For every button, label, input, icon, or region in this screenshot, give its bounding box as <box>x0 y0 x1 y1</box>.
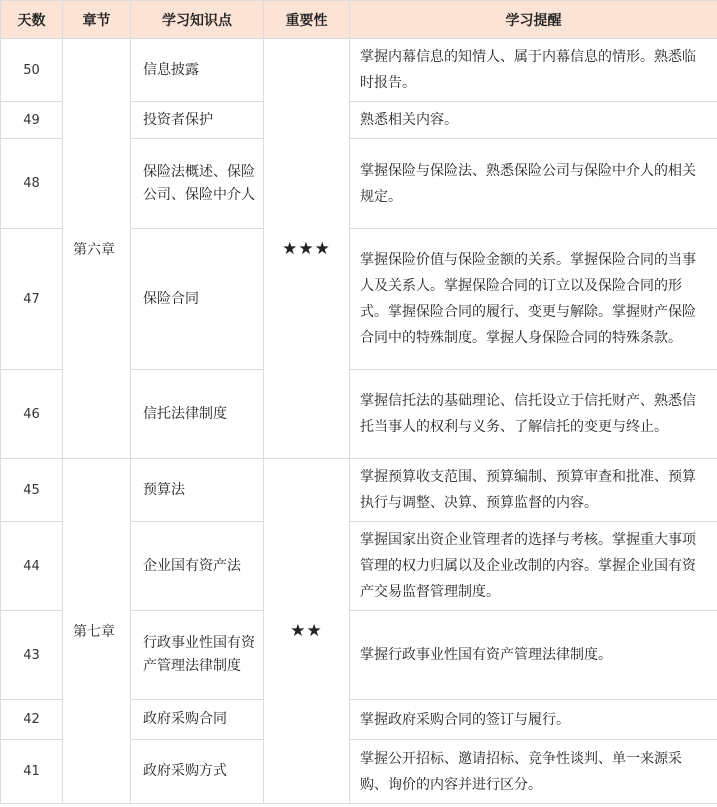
study-tip: 熟悉相关内容。 <box>350 102 717 139</box>
day-cell: 50 <box>1 39 63 102</box>
header-chapter: 章节 <box>63 1 131 39</box>
table-row <box>1 39 717 102</box>
day-cell: 48 <box>1 139 63 229</box>
chapter-cell: 第七章 <box>63 459 131 804</box>
chapter-cell: 第六章 <box>63 39 131 459</box>
study-tip: 掌握公开招标、邀请招标、竞争性谈判、单一来源采购、询价的内容并进行区分。 <box>350 740 717 804</box>
knowledge-point: 预算法 <box>131 459 264 522</box>
importance-stars: ★★★ <box>264 39 350 459</box>
study-tip: 掌握行政事业性国有资产管理法律制度。 <box>350 611 717 700</box>
header-row <box>1 1 717 39</box>
header-tip: 学习提醒 <box>350 1 717 39</box>
table-row <box>1 459 717 522</box>
knowledge-point: 企业国有资产法 <box>131 522 264 611</box>
study-tip: 掌握内幕信息的知情人、属于内幕信息的情形。熟悉临时报告。 <box>350 39 717 102</box>
knowledge-point: 政府采购合同 <box>131 700 264 740</box>
header-point: 学习知识点 <box>131 1 264 39</box>
day-cell: 43 <box>1 611 63 700</box>
knowledge-point: 政府采购方式 <box>131 740 264 804</box>
knowledge-point: 保险法概述、保险公司、保险中介人 <box>131 139 264 229</box>
importance-stars: ★★ <box>264 459 350 804</box>
day-cell: 46 <box>1 370 63 459</box>
study-tip: 掌握政府采购合同的签订与履行。 <box>350 700 717 740</box>
header-importance: 重要性 <box>264 1 350 39</box>
study-tip: 掌握保险价值与保险金额的关系。掌握保险合同的当事人及关系人。掌握保险合同的订立以及保险合同的形式。掌握保险合同的履行、变更与解除。掌握财产保险合同中的特殊制度。掌握人身保险合同的特殊条款。 <box>350 229 717 370</box>
knowledge-point: 行政事业性国有资产管理法律制度 <box>131 611 264 700</box>
knowledge-point: 投资者保护 <box>131 102 264 139</box>
study-tip: 掌握预算收支范围、预算编制、预算审查和批准、预算执行与调整、决算、预算监督的内容。 <box>350 459 717 522</box>
day-cell: 44 <box>1 522 63 611</box>
study-tip: 掌握国家出资企业管理者的选择与考核。掌握重大事项管理的权力归属以及企业改制的内容。掌握企业国有资产交易监督管理制度。 <box>350 522 717 611</box>
day-cell: 45 <box>1 459 63 522</box>
day-cell: 41 <box>1 740 63 804</box>
day-cell: 42 <box>1 700 63 740</box>
knowledge-point: 信息披露 <box>131 39 264 102</box>
day-cell: 49 <box>1 102 63 139</box>
knowledge-point: 信托法律制度 <box>131 370 264 459</box>
knowledge-point: 保险合同 <box>131 229 264 370</box>
header-day: 天数 <box>1 1 63 39</box>
day-cell: 47 <box>1 229 63 370</box>
study-tip: 掌握保险与保险法、熟悉保险公司与保险中介人的相关规定。 <box>350 139 717 229</box>
study-tip: 掌握信托法的基础理论、信托设立于信托财产、熟悉信托当事人的权利与义务、了解信托的变更与终止。 <box>350 370 717 459</box>
